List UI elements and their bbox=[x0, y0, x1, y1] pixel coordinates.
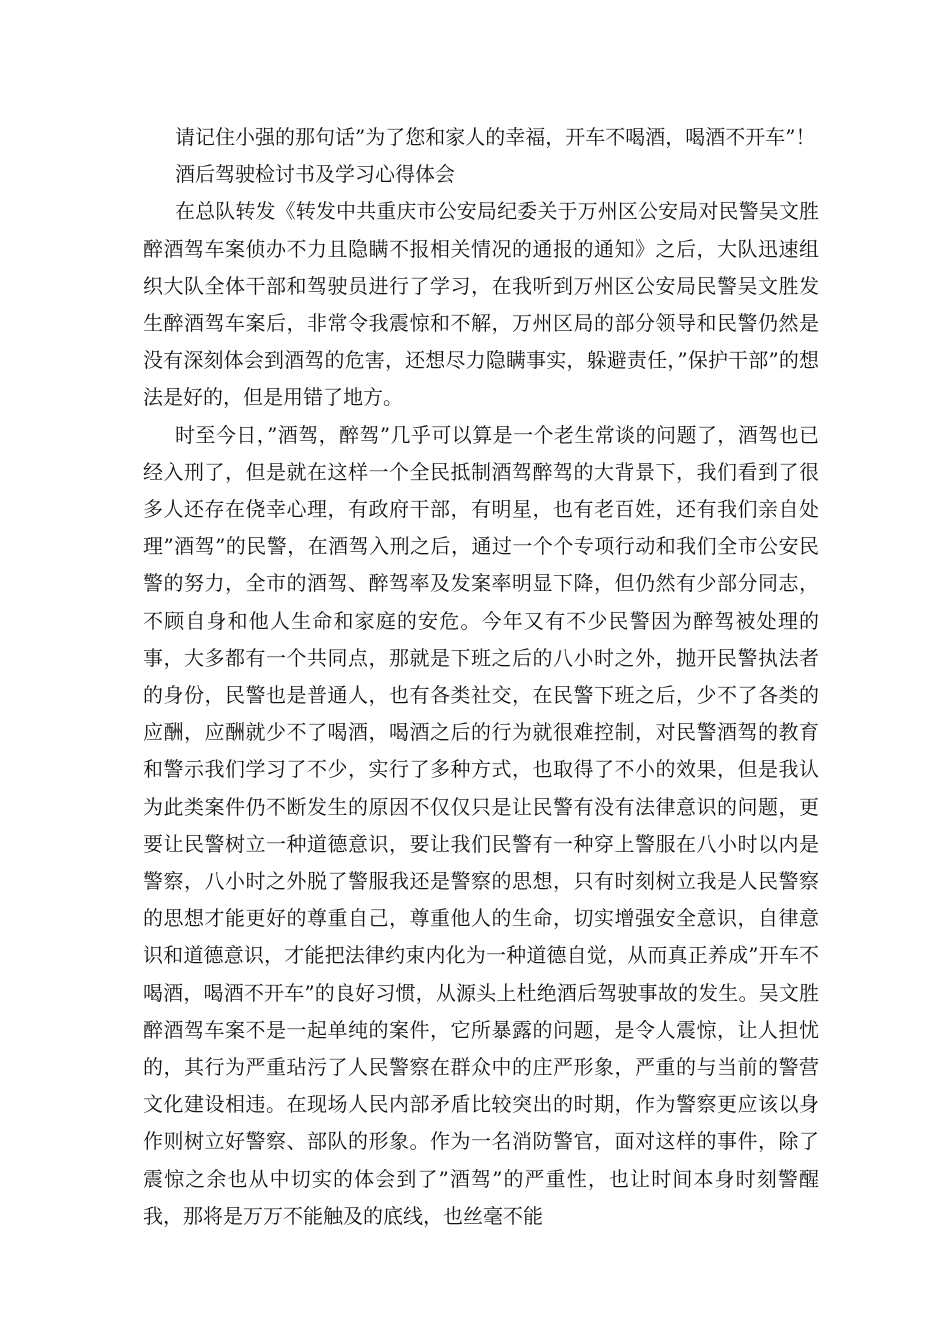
paragraph-body: 时至今日，”酒驾，醉驾”几乎可以算是一个老生常谈的问题了，酒驾也已经入刑了，但是就在这样一个全民抵制酒驾醉驾的大背景下，我们看到了很多人还存在侥幸心理，有政府干部，有明星，也有老百姓，还有我们亲自处理”酒驾”的民警，在酒驾入刑之后，通过一个个专项行动和我们全市公安民警的努力，全市的酒驾、醉驾率及发案率明显下降，但仍然有少部分同志，不顾自身和他人生命和家庭的安危。今年又有不少民警因为醉驾被处理的事，大多都有一个共同点，那就是下班之后的八小时之外，抛开民警执法者的身份，民警也是普通人，也有各类社交，在民警下班之后，少不了各类的应酬，应酬就少不了喝酒，喝酒之后的行为就很难控制，对民警酒驾的教育和警示我们学习了不少，实行了多种方式，也取得了不小的效果，但是我认为此类案件仍不断发生的原因不仅仅只是让民警有没有法律意识的问题，更要让民警树立一种道德意识，要让我们民警有一种穿上警服在八小时以内是警察，八小时之外脱了警服我还是警察的思想，只有时刻树立我是人民警察的思想才能更好的尊重自己，尊重他人的生命，切实增强安全意识，自律意识和道德意识，才能把法律约束内化为一种道德自觉，从而真正养成”开车不喝酒，喝酒不开车”的良好习惯，从源头上杜绝酒后驾驶事故的发生。吴文胜醉酒驾车案不是一起单纯的案件，它所暴露的问题，是令人震惊，让人担忧的，其行为严重玷污了人民警察在群众中的庄严形象，严重的与当前的警营文化建设相违。在现场人民内部矛盾比较突出的时期，作为警察更应该以身作则树立好警察、部队的形象。作为一名消防警官，面对这样的事件，除了震惊之余也从中切实的体会到了”酒驾”的严重性，也让时间本身时刻警醒我，那将是万万不能触及的底线，也丝毫不能 bbox=[143, 422, 819, 1228]
paragraph-slogan: 请记住小强的那句话”为了您和家人的幸福，开车不喝酒，喝酒不开车”！ bbox=[175, 125, 816, 149]
document-body bbox=[143, 119, 819, 1235]
paragraph-heading: 酒后驾驶检讨书及学习心得体会 bbox=[175, 162, 455, 187]
paragraph-body: 在总队转发《转发中共重庆市公安局纪委关于万州区公安局对民警吴文胜醉酒驾车案侦办不力且隐瞒不报相关情况的通报的通知》之后，大队迅速组织大队全体干部和驾驶员进行了学习，在我听到万州区公安局民警吴文胜发生醉酒驾车案后，非常令我震惊和不解，万州区局的部分领导和民警仍然是没有深刻体会到酒驾的危害，还想尽力隐瞒事实，躲避责任，”保护干部”的想法是好的，但是用错了地方。 bbox=[143, 199, 819, 410]
